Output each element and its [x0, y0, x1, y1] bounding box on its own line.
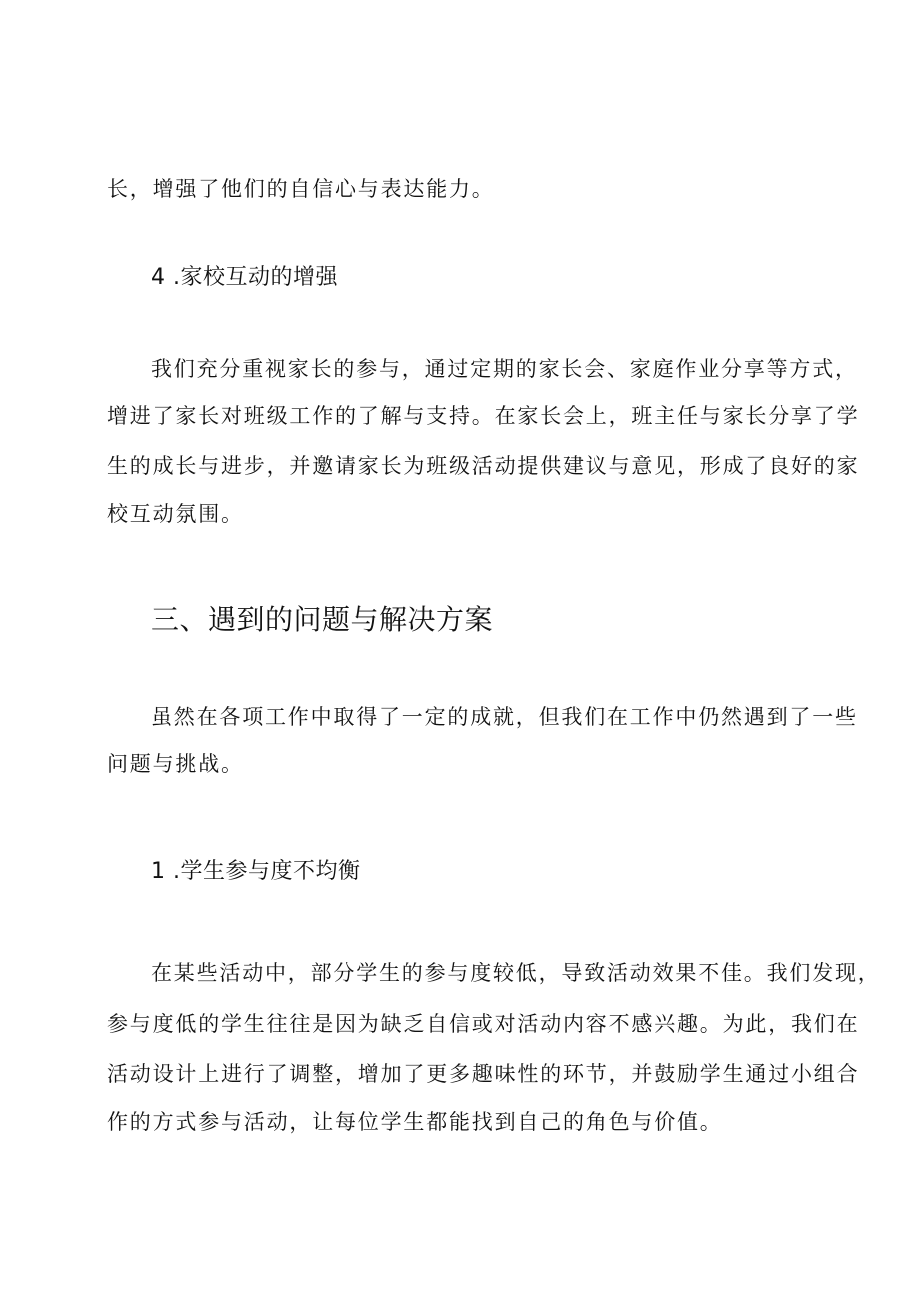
section-3-intro-line-2: 问题与挑战。: [107, 752, 244, 776]
subsection-1-line-4: 作的方式参与活动，让每位学生都能找到自己的角色与价值。: [107, 1110, 723, 1134]
continuation-line-1: 长，增强了他们的自信心与表达能力。: [107, 177, 495, 201]
section-3-intro-line-1: 虽然在各项工作中取得了一定的成就，但我们在工作中仍然遇到了一些: [151, 705, 858, 729]
subsection-1-line-1: 在某些活动中，部分学生的参与度较低，导致活动效果不佳。我们发现，: [151, 961, 881, 985]
subsection-4-line-3: 生的成长与进步，并邀请家长为班级活动提供建议与意见，形成了良好的家: [107, 454, 860, 478]
subsection-4-heading: 4 .家校互动的增强: [151, 265, 338, 290]
subsection-4-line-2: 增进了家长对班级工作的了解与支持。在家长会上，班主任与家长分享了学: [107, 404, 860, 428]
subsection-1-line-2: 参与度低的学生往往是因为缺乏自信或对活动内容不感兴趣。为此，我们在: [107, 1012, 860, 1036]
subsection-4-line-4: 校互动氛围。: [107, 502, 244, 526]
subsection-4-line-1: 我们充分重视家长的参与，通过定期的家长会、家庭作业分享等方式，: [151, 357, 858, 381]
subsection-1-line-3: 活动设计上进行了调整，增加了更多趣味性的环节，并鼓励学生通过小组合: [107, 1062, 860, 1086]
section-3-heading: 三、遇到的问题与解决方案: [151, 603, 494, 636]
subsection-1-heading: 1 .学生参与度不均衡: [151, 859, 361, 884]
